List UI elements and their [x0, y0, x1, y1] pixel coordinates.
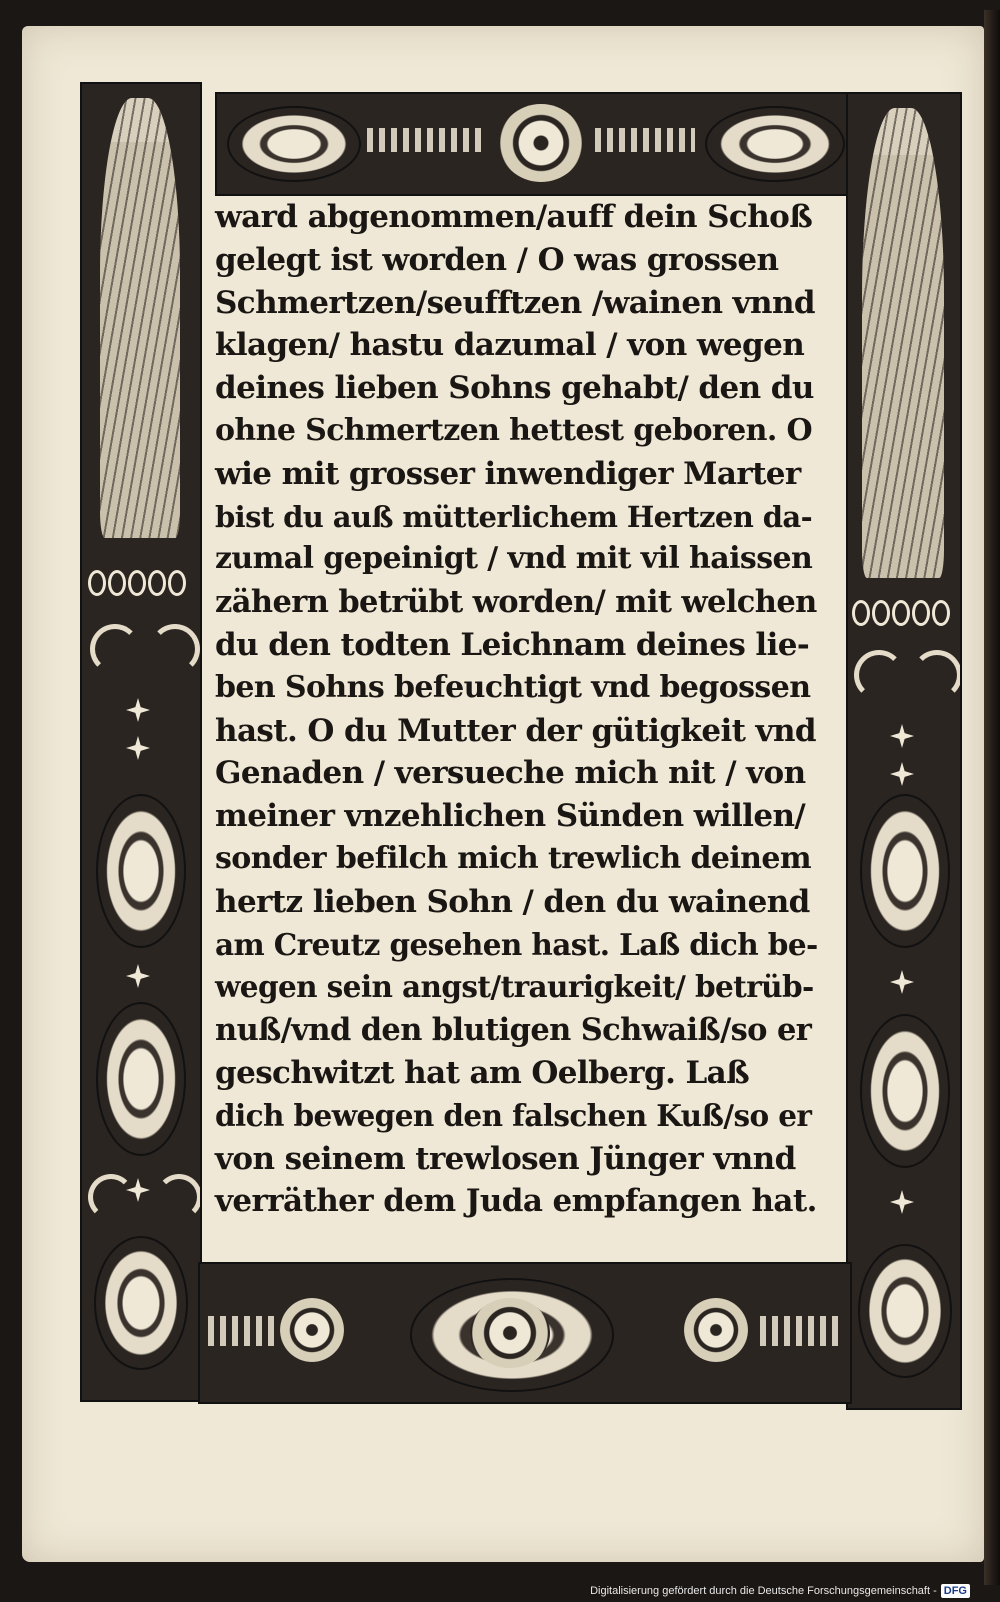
- top-oval-right: [705, 106, 845, 182]
- top-border-ornament: [215, 92, 851, 196]
- right-scroll-ornament-2: [912, 650, 962, 700]
- text-line: du den todten Leichnam deines lie-: [215, 626, 810, 663]
- left-scroll-ornament-4: [156, 1174, 202, 1220]
- text-line: zumal gepeinigt / vnd mit vil haissen: [215, 541, 813, 577]
- digitization-credit: [590, 1580, 970, 1602]
- dfg-logo: DFG: [941, 1584, 970, 1598]
- top-rosette-center: [499, 104, 583, 182]
- bottom-rosette-center: [470, 1298, 550, 1368]
- text-line: hertz lieben Sohn / den du wainend: [215, 883, 810, 920]
- right-star-ornament-3: [890, 970, 914, 994]
- text-line: zähern betrübt worden/ mit welchen: [215, 584, 817, 621]
- text-line: verräther dem Juda empfangen hat.: [215, 1183, 817, 1220]
- left-saint-figure: [100, 98, 180, 538]
- top-oval-left: [227, 106, 361, 182]
- right-border-pillar: [846, 92, 962, 1410]
- left-star-ornament-2: [126, 736, 150, 760]
- left-medallion-2: [96, 1002, 186, 1156]
- right-star-ornament-4: [890, 1190, 914, 1214]
- left-scroll-ornament: [90, 624, 140, 674]
- text-line: deines lieben Sohns gehabt/ den du: [215, 370, 814, 407]
- right-medallion-3: [858, 1244, 952, 1378]
- bottom-rosette-left: [280, 1298, 344, 1362]
- text-line: meiner vnzehlichen Sünden willen/: [215, 798, 806, 835]
- text-line: ohne Schmertzen hettest geboren. O: [215, 412, 813, 448]
- top-band-right: [595, 128, 695, 152]
- right-scroll-ornament: [854, 650, 904, 700]
- right-star-ornament-2: [890, 762, 914, 786]
- text-line: Genaden / versueche mich nit / von: [215, 755, 806, 792]
- right-medallion-2: [860, 1014, 950, 1168]
- bottom-band-right: [760, 1316, 840, 1346]
- top-band-left: [367, 128, 487, 152]
- left-border-pillar: [80, 82, 202, 1402]
- bottom-band-left: [208, 1316, 278, 1346]
- credit-text: Digitalisierung gefördert durch die Deutsche Forschungsgemeinschaft -: [590, 1585, 937, 1597]
- right-medallion-1: [860, 794, 950, 948]
- text-line: Schmertzen/seufftzen /wainen vnnd: [215, 284, 815, 321]
- right-star-ornament: [890, 724, 914, 748]
- left-medallion-3: [94, 1236, 188, 1370]
- text-line: ward abgenommen/auff dein Schoß: [215, 199, 813, 235]
- text-line: geschwitzt hat am Oelberg. Laß: [215, 1054, 750, 1091]
- prayer-text-block: [215, 196, 820, 1223]
- text-line: nuß/vnd den blutigen Schwaiß/so er: [215, 1012, 812, 1049]
- text-line: gelegt ist worden / O was grossen: [215, 241, 779, 278]
- right-ring-band: [852, 600, 950, 626]
- book-edge: [984, 10, 1000, 1585]
- text-line: dich bewegen den falschen Kuß/so er: [215, 1097, 812, 1133]
- left-scroll-ornament-3: [88, 1174, 134, 1220]
- text-line: hast. O du Mutter der gütigkeit vnd: [215, 712, 816, 749]
- text-line: wegen sein angst/traurigkeit/ betrüb-: [215, 969, 814, 1005]
- text-line: am Creutz gesehen hast. Laß dich be-: [215, 926, 818, 962]
- bottom-rosette-right: [684, 1298, 748, 1362]
- left-ring-band: [88, 570, 186, 596]
- text-line: bist du auß mütterlichem Hertzen da-: [215, 499, 813, 534]
- left-star-ornament: [126, 698, 150, 722]
- text-line: klagen/ hastu dazumal / von wegen: [215, 327, 805, 364]
- left-star-ornament-3: [126, 964, 150, 988]
- text-line: von seinem trewlosen Jünger vnnd: [215, 1140, 796, 1177]
- left-medallion-1: [96, 794, 186, 948]
- text-line: ben Sohns befeuchtigt vnd begossen: [215, 669, 811, 705]
- left-scroll-ornament-2: [150, 624, 200, 674]
- bottom-border-ornament: [198, 1262, 852, 1404]
- right-saint-figure: [862, 108, 944, 578]
- text-line: wie mit grosser inwendiger Marter: [215, 455, 801, 492]
- text-line: sonder befilch mich trewlich deinem: [215, 840, 811, 876]
